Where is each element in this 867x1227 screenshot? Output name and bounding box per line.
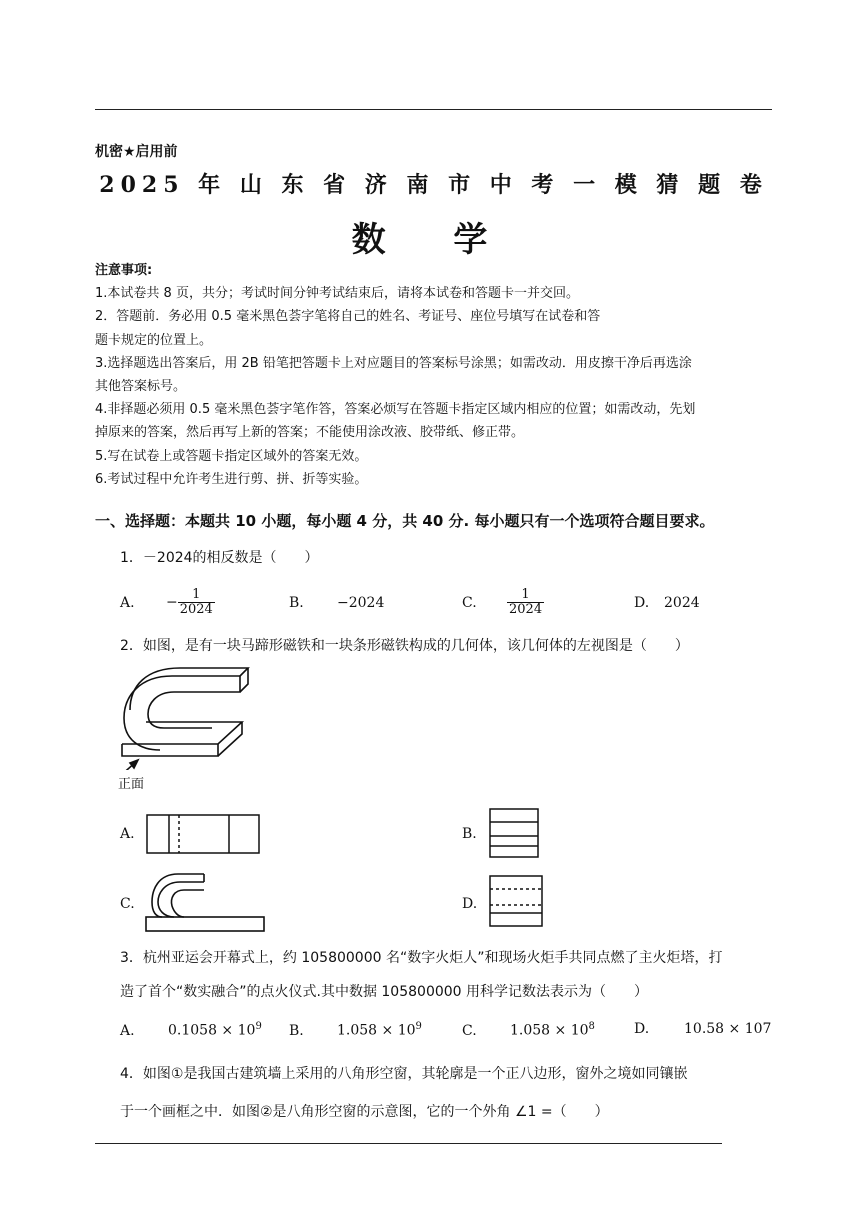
- q1-c-label: C.: [462, 594, 477, 611]
- magnet-solid-figure: [112, 660, 252, 770]
- question-4-line-2: 于一个画框之中．如图②是八角形空窗的示意图，它的一个外角 ∠1 =（ ）: [120, 1104, 609, 1120]
- notes-line: 其他答案标号。: [95, 379, 187, 395]
- q2-option-b-figure[interactable]: [488, 808, 540, 860]
- q2-option-b-label: B.: [462, 826, 477, 842]
- q1-a-label: A.: [120, 594, 135, 611]
- q3-option-c: [462, 1021, 595, 1039]
- question-2-stem: 2．如图，是有一块马蹄形磁铁和一块条形磁铁构成的几何体，该几何体的左视图是（ ）: [120, 638, 689, 654]
- notes-line: 题卡规定的位置上。: [95, 332, 213, 348]
- q3-b-exponent: 9: [415, 1021, 422, 1032]
- q3-option-d: [634, 1021, 771, 1037]
- front-view-label: 正面: [118, 777, 145, 792]
- q1-option-b: [289, 595, 384, 611]
- question-4-line-1: 4．如图①是我国古建筑墙上采用的八角形空窗，其轮廓是一个正八边形，窗外之境如同镶嵌: [120, 1066, 688, 1082]
- q3-d-value: 10.58 × 107: [684, 1021, 772, 1037]
- top-rule: [95, 109, 772, 110]
- q3-c-label: C.: [462, 1022, 477, 1039]
- q1-a-sign: −: [166, 594, 178, 611]
- q3-a-exponent: 9: [255, 1021, 262, 1032]
- notes-line: 掉原来的答案，然后再写上新的答案；不能使用涂改液、胶带纸、修正带。: [95, 425, 525, 441]
- section-heading: 一、选择题：本题共 10 小题，每小题 4 分，共 40 分. 每小题只有一个选项符合题目要求。: [95, 512, 715, 530]
- q3-b-label: B.: [289, 1022, 304, 1039]
- q1-c-numerator: 1: [507, 588, 544, 603]
- notes-line: 1.本试卷共 8 页，共分；考试时间分钟考试结束后，请将本试卷和答题卡一并交回。: [95, 286, 579, 302]
- question-1-stem: 1．－2024的相反数是（ ）: [120, 550, 319, 566]
- q3-b-value: 1.058 × 10: [337, 1022, 416, 1039]
- q1-a-numerator: 1: [178, 588, 215, 603]
- q2-option-a-label: A.: [120, 826, 135, 842]
- q3-c-value: 1.058 × 10: [510, 1022, 589, 1039]
- q1-option-a: [120, 588, 215, 617]
- q1-a-fraction: [178, 588, 215, 617]
- q1-c-denominator: 2024: [509, 602, 543, 617]
- exam-title: 2025 年 山 东 省 济 南 市 中 考 一 模 猜 题 卷: [99, 172, 768, 198]
- notes-line: 2．答题前．务必用 0.5 毫米黑色荟字笔将自己的姓名、考证号、座位号填写在试卷和答: [95, 309, 601, 325]
- q2-option-a-figure[interactable]: [145, 814, 261, 854]
- q3-a-value: 0.1058 × 10: [168, 1022, 256, 1039]
- confidential-mark: 机密★启用前: [95, 144, 178, 160]
- q2-option-c-label: C.: [120, 896, 135, 912]
- q1-a-denominator: 2024: [179, 602, 213, 617]
- q3-option-a: [120, 1021, 262, 1039]
- bottom-rule: [95, 1143, 722, 1144]
- q1-option-c: [462, 588, 544, 617]
- q1-d-label: D.: [634, 595, 650, 611]
- notes-line: 4.非择题必须用 0.5 毫米黑色荟字笔作答，答案必烦写在答题卡指定区域内相应的位置；如需改动，先划: [95, 402, 696, 418]
- q3-c-exponent: 8: [588, 1021, 595, 1032]
- q1-b-label: B.: [289, 595, 304, 611]
- question-3-line-2: 造了首个“数实融合”的点火仪式.其中数据 105800000 用科学记数法表示为（ ）: [120, 984, 649, 1000]
- q3-a-label: A.: [120, 1022, 135, 1039]
- notes-line: 6.考试过程中允许考生进行剪、拼、折等实验。: [95, 471, 368, 487]
- q2-option-d-label: D.: [462, 896, 478, 912]
- notes-heading: 注意事项:: [95, 263, 153, 278]
- notes-line: 3.选择题选出答案后，用 2B 铅笔把答题卡上对应题目的答案标号涂黑；如需改动．用皮擦干净后再选涂: [95, 355, 692, 371]
- q1-c-fraction: [507, 588, 544, 617]
- q1-b-value: −2024: [337, 595, 385, 611]
- subject-title: 数 学: [351, 220, 516, 260]
- question-3-line-1: 3．杭州亚运会开幕式上，约 105800000 名“数字火炬人”和现场火炬手共同点燃了主火炬塔，打: [120, 950, 723, 966]
- q2-option-c-figure[interactable]: [144, 872, 268, 934]
- q3-d-label: D.: [634, 1021, 650, 1037]
- notes-block: [95, 259, 785, 491]
- notes-line: 5.写在试卷上或答题卡指定区域外的答案无效。: [95, 448, 368, 464]
- q3-option-b: [289, 1021, 422, 1039]
- q1-option-d: [634, 595, 700, 611]
- q2-option-d-figure[interactable]: [488, 875, 544, 929]
- q1-d-value: 2024: [664, 595, 700, 611]
